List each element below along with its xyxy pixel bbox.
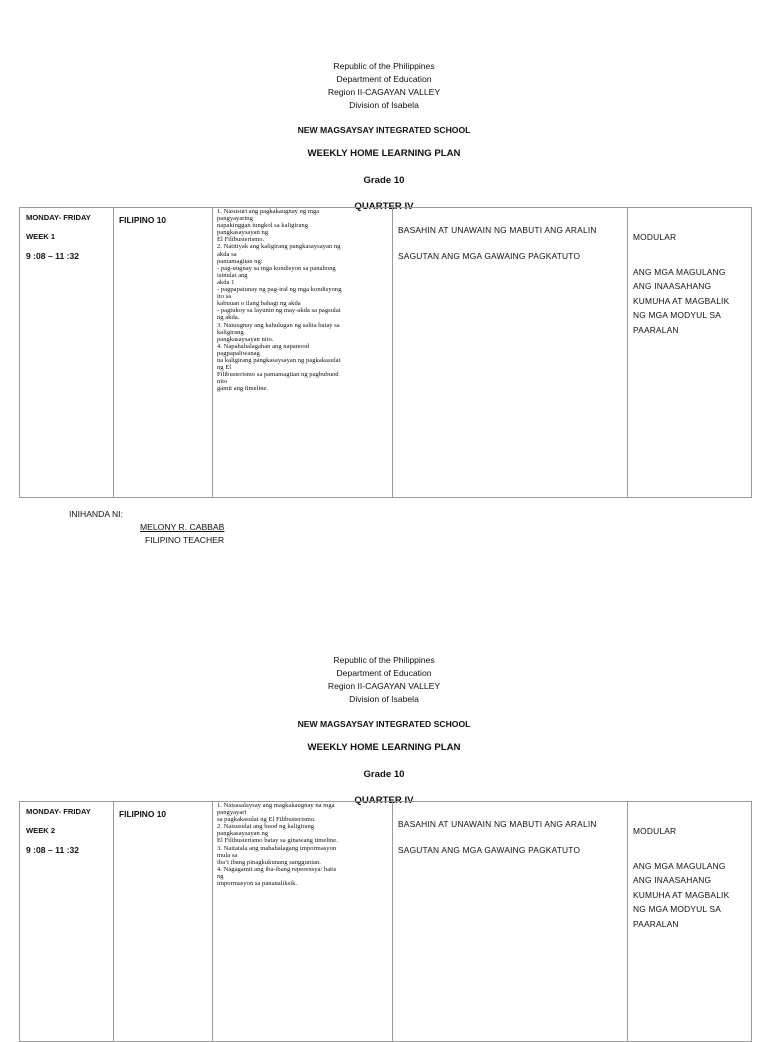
table-row bbox=[20, 208, 752, 498]
department-line: Department of Education bbox=[336, 74, 432, 84]
competency-line: 1. Nasusuri ang pagkakaugnay ng mga bbox=[217, 208, 320, 215]
prepared-by-label: INIHANDA NI: bbox=[69, 509, 123, 519]
schedule-cell bbox=[20, 208, 114, 498]
tasks-cell bbox=[393, 802, 628, 1042]
days-label: MONDAY- FRIDAY bbox=[26, 213, 91, 222]
competency-line: akda sa bbox=[217, 250, 237, 258]
competency-line: ito sa bbox=[217, 293, 232, 301]
plan-header-1 bbox=[0, 60, 768, 214]
plan-table-1 bbox=[19, 207, 752, 498]
republic-line: Republic of the Philippines bbox=[333, 655, 435, 665]
competency-line: pangyayaring bbox=[217, 215, 253, 223]
competency-line: 4. Napahahalagahan ang napanood bbox=[217, 342, 309, 350]
mode-note-line: ANG INAASAHANG bbox=[633, 875, 712, 885]
department-line: Department of Education bbox=[336, 668, 432, 678]
competency-line: ng bbox=[217, 872, 224, 880]
mode-note-line: ANG INAASAHANG bbox=[633, 281, 712, 291]
competency-line: 1. Naisasalaysay ang magkakaugnay na mga bbox=[217, 802, 335, 809]
schedule-cell bbox=[20, 802, 114, 1042]
competency-line: iba’t ibang pinagkukunang sanggunian. bbox=[217, 858, 321, 866]
competency-line: pangyayari bbox=[217, 809, 247, 817]
competency-line: - pagpapatunay ng pag-iral ng mga kondisyong bbox=[217, 286, 342, 294]
competency-line: isinulat ang bbox=[217, 271, 248, 279]
task-answer: SAGUTAN ANG MGA GAWAING PAGKATUTO bbox=[398, 251, 581, 261]
subject-label: FILIPINO 10 bbox=[119, 215, 167, 225]
mode-note-line: ANG MGA MAGULANG bbox=[633, 860, 726, 871]
competency-line: Filibusterismo sa pamamagitan ng pagbubuod bbox=[217, 371, 339, 379]
region-line: Region II-CAGAYAN VALLEY bbox=[327, 87, 441, 97]
mode-note-line: PAARALAN bbox=[633, 324, 679, 335]
competency-line: 3. Naiuugnay ang kahulugan ng salita batay sa bbox=[217, 321, 340, 329]
mode-note-line: NG MGA MODYUL SA bbox=[633, 904, 722, 914]
mode-note-line: KUMUHA AT MAGBALIK bbox=[633, 889, 730, 900]
competencies-cell bbox=[213, 802, 393, 1042]
competency-line: pamamagitan ng: bbox=[217, 257, 263, 265]
subject-cell bbox=[114, 208, 213, 498]
mode-note-line: PAARALAN bbox=[633, 918, 679, 929]
tasks-cell bbox=[393, 208, 628, 498]
mode-note bbox=[633, 859, 751, 932]
division-line: Division of Isabela bbox=[349, 694, 419, 704]
quarter-label: QUARTER IV bbox=[354, 201, 414, 212]
subject-cell bbox=[114, 802, 213, 1042]
mode-note-line: ANG MGA MAGULANG bbox=[633, 266, 726, 277]
competency-line: pangkasaysayan ng bbox=[217, 830, 269, 838]
grade-level: Grade 10 bbox=[363, 768, 405, 780]
delivery-mode: MODULAR bbox=[633, 826, 677, 836]
quarter-label: QUARTER IV bbox=[354, 795, 414, 806]
plan-table-2 bbox=[19, 801, 752, 1042]
week-label: WEEK 1 bbox=[26, 232, 56, 241]
mode-cell bbox=[628, 208, 752, 498]
table-row bbox=[20, 802, 752, 1042]
plan-title: WEEKLY HOME LEARNING PLAN bbox=[307, 148, 461, 159]
subject-label: FILIPINO 10 bbox=[119, 809, 167, 819]
competency-line: - pagtukoy sa layunin ng may-akda sa pagsulat bbox=[217, 307, 341, 315]
competency-line: 3. Naitatala ang mahahalagang impormasyon bbox=[217, 844, 337, 852]
competency-line: akda 1 bbox=[217, 278, 235, 286]
task-answer: SAGUTAN ANG MGA GAWAING PAGKATUTO bbox=[398, 845, 581, 855]
competency-line: impormasyon sa pananaliksik. bbox=[217, 880, 298, 888]
competency-line: 2. Naisusulat ang buod ng kaligirang bbox=[217, 823, 315, 831]
school-name: NEW MAGSAYSAY INTEGRATED SCHOOL bbox=[297, 719, 471, 729]
competency-line: ng akda. bbox=[217, 314, 240, 322]
competency-line: - pag-uugnay sa mga kondisyon sa panahong bbox=[217, 264, 336, 272]
competency-line: sa pagkakasulat ng El Filibusterismo. bbox=[217, 816, 316, 824]
competency-line: nito bbox=[217, 378, 228, 386]
division-line: Division of Isabela bbox=[349, 100, 419, 110]
time-label: 9 :08 – 11 :32 bbox=[26, 251, 80, 261]
competencies-cell bbox=[213, 208, 393, 498]
competency-line: napakinggan tungkol sa kaligirang bbox=[217, 222, 309, 230]
competency-line: mula sa bbox=[217, 851, 238, 859]
delivery-mode: MODULAR bbox=[633, 232, 677, 242]
competency-line: 2. Natitiyak ang kaligirang pangkasaysayan ng bbox=[217, 243, 341, 251]
competency-line: 4. Nagagamit ang iba-ibang reperensya/ batis bbox=[217, 865, 337, 873]
school-name: NEW MAGSAYSAY INTEGRATED SCHOOL bbox=[297, 125, 471, 135]
mode-note-line: KUMUHA AT MAGBALIK bbox=[633, 295, 730, 306]
competency-line: na kaligirang pangkasaysayan ng pagkakasulat bbox=[217, 356, 341, 364]
competency-line: kabuuan o ilang bahagi ng akda bbox=[217, 300, 301, 308]
competency-line: ng El bbox=[217, 364, 232, 372]
plan-header-2 bbox=[0, 654, 768, 808]
mode-note bbox=[633, 265, 751, 338]
task-read: BASAHIN AT UNAWAIN NG MABUTI ANG ARALIN bbox=[398, 225, 597, 235]
mode-cell bbox=[628, 802, 752, 1042]
mode-note-line: NG MGA MODYUL SA bbox=[633, 310, 722, 320]
competency-line: pangkasaysayan ng bbox=[217, 229, 269, 237]
competency-line: pangkasaysayan nito. bbox=[217, 335, 274, 343]
days-label: MONDAY- FRIDAY bbox=[26, 807, 91, 816]
week-label: WEEK 2 bbox=[26, 826, 56, 835]
time-label: 9 :08 – 11 :32 bbox=[26, 845, 80, 855]
task-read: BASAHIN AT UNAWAIN NG MABUTI ANG ARALIN bbox=[398, 819, 597, 829]
plan-title: WEEKLY HOME LEARNING PLAN bbox=[307, 742, 461, 753]
teacher-role: FILIPINO TEACHER bbox=[145, 535, 225, 545]
competency-line: gamit ang timeline. bbox=[217, 385, 269, 393]
competencies-list bbox=[213, 208, 392, 392]
grade-level: Grade 10 bbox=[363, 174, 405, 186]
region-line: Region II-CAGAYAN VALLEY bbox=[327, 681, 441, 691]
competencies-list bbox=[213, 802, 392, 887]
teacher-name: MELONY R. CABBAB bbox=[140, 522, 225, 532]
competency-line: El Filibusterismo batay sa ginawang timeline. bbox=[217, 837, 338, 845]
competency-line: El Filibusterismo. bbox=[217, 236, 265, 244]
republic-line: Republic of the Philippines bbox=[333, 61, 435, 71]
competency-line: pagpapaliwanag bbox=[217, 349, 260, 357]
competency-line: kaligirang bbox=[217, 328, 244, 336]
